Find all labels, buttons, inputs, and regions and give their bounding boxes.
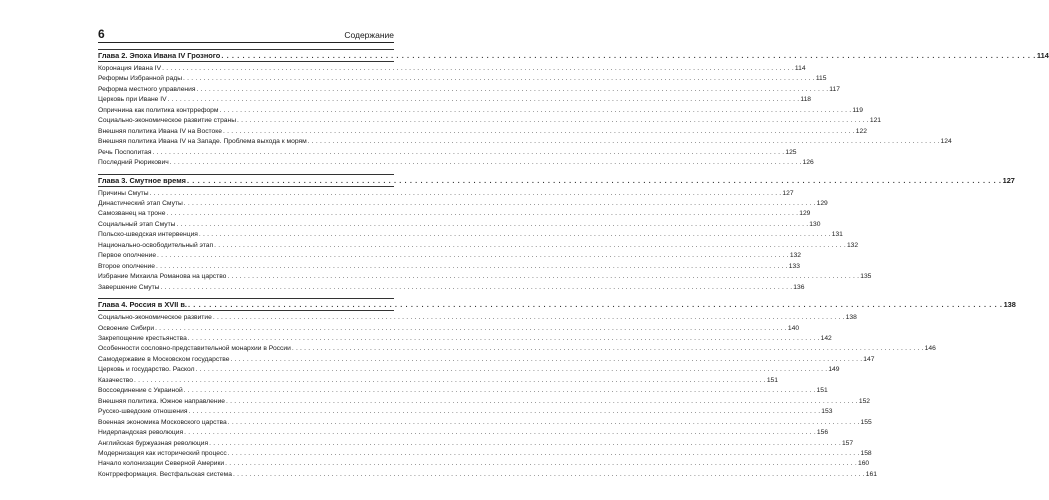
- toc-entry[interactable]: [98, 283, 805, 293]
- chapter-section: [98, 174, 1015, 294]
- dot-leader: [188, 334, 820, 344]
- toc-entry[interactable]: [98, 449, 872, 459]
- entry-page-number: 146: [924, 345, 936, 353]
- toc-entry[interactable]: [98, 148, 797, 158]
- entry-title: Речь Посполитая: [98, 148, 152, 156]
- entry-page-number: 118: [800, 96, 812, 104]
- dot-leader: [188, 299, 1003, 310]
- entry-page-number: 132: [846, 241, 859, 249]
- entry-page-number: 119: [852, 106, 863, 114]
- entry-title: Военная экономика Московского царства: [98, 418, 227, 426]
- dot-leader: [223, 127, 855, 137]
- toc-entry[interactable]: [98, 262, 800, 272]
- entry-page-number: 127: [782, 189, 794, 197]
- dot-leader: [308, 137, 940, 147]
- entry-page-number: 121: [869, 117, 882, 125]
- entry-title: Самодержавие в Московском государстве: [98, 355, 230, 363]
- page-number: 6: [98, 27, 105, 41]
- dot-leader: [187, 175, 1002, 186]
- toc-entry[interactable]: [98, 376, 778, 386]
- dot-leader: [214, 241, 846, 251]
- toc-entry[interactable]: [98, 386, 828, 396]
- entry-page-number: 161: [865, 470, 877, 478]
- toc-entry[interactable]: [98, 74, 827, 84]
- entry-title: Внешняя политика. Южное направление: [98, 397, 226, 405]
- entry-title: Польско-шведская интервенция: [98, 231, 198, 239]
- dot-leader: [168, 95, 800, 105]
- dot-leader: [134, 376, 766, 386]
- entry-list: [98, 313, 936, 480]
- entry-page-number: 115: [815, 75, 827, 83]
- toc-entry[interactable]: [98, 127, 867, 137]
- entry-title: Самозванец на троне: [98, 210, 166, 218]
- toc-entry[interactable]: [98, 106, 863, 116]
- entry-title: Внешняя политика Ивана IV на Западе. Проблема выхода к морям: [98, 138, 307, 146]
- entry-page-number: 135: [860, 273, 872, 281]
- chapter-page-number: 127: [1002, 175, 1015, 185]
- entry-title: Первое ополчение: [98, 252, 157, 260]
- entry-title: Нидерландская революция: [98, 429, 184, 437]
- toc-entry[interactable]: [98, 116, 882, 126]
- toc-entry[interactable]: [98, 418, 872, 428]
- entry-title: Завершение Смуты: [98, 283, 160, 291]
- entry-page-number: 129: [816, 199, 828, 207]
- entry-title: Контрреформация. Вестфальская система: [98, 470, 232, 478]
- dot-leader: [155, 324, 787, 334]
- toc-entry[interactable]: [98, 272, 872, 282]
- dot-leader: [220, 106, 852, 116]
- entry-title: Последний Рюрикович: [98, 159, 169, 167]
- toc-entry[interactable]: [98, 64, 806, 74]
- entry-page-number: 129: [799, 210, 811, 218]
- toc-entry[interactable]: [98, 199, 828, 209]
- entry-title: Реформы Избранной рады: [98, 75, 183, 83]
- entry-page-number: 114: [794, 65, 806, 72]
- toc-entry[interactable]: [98, 230, 843, 240]
- entry-title: Коронация Ивана IV: [98, 65, 162, 72]
- entry-title: Модернизация как исторический процесс: [98, 449, 227, 457]
- dot-leader: [166, 209, 798, 219]
- entry-page-number: 126: [802, 159, 814, 167]
- entry-page-number: 133: [788, 262, 800, 270]
- entry-page-number: 117: [829, 85, 840, 93]
- entry-title: Воссоединение с Украиной: [98, 387, 183, 395]
- book-page: [98, 26, 1049, 480]
- dot-leader: [153, 148, 785, 158]
- entry-title: Опричнина как политика контрреформ: [98, 106, 219, 114]
- entry-page-number: 132: [789, 252, 802, 260]
- entry-page-number: 122: [855, 127, 867, 135]
- entry-page-number: 156: [816, 429, 829, 437]
- entry-title: Закрепощение крестьянства: [98, 334, 187, 342]
- toc-entry[interactable]: [98, 85, 840, 95]
- dot-leader: [221, 50, 1036, 61]
- entry-page-number: 131: [831, 231, 843, 239]
- entry-page-number: 160: [857, 460, 870, 468]
- dot-leader: [162, 64, 794, 74]
- dot-leader: [170, 158, 802, 168]
- toc-entry[interactable]: [98, 158, 814, 168]
- dot-leader: [225, 459, 857, 469]
- chapter-title: Глава 4. Россия в XVII в.: [98, 300, 187, 310]
- toc-entry[interactable]: [98, 355, 875, 365]
- dot-leader: [228, 449, 860, 459]
- entry-title: Русско-шведские отношения: [98, 408, 188, 416]
- chapter-heading[interactable]: [98, 298, 1016, 311]
- toc-entry[interactable]: [98, 344, 936, 354]
- chapter-title: Глава 2. Эпоха Ивана IV Грозного: [98, 51, 221, 60]
- entry-page-number: 138: [845, 314, 857, 322]
- dot-leader: [196, 365, 828, 375]
- entry-title: Начало колонизации Северной Америки: [98, 460, 225, 468]
- entry-title: Внешняя политика Ивана IV на Востоке: [98, 127, 222, 135]
- entry-page-number: 147: [863, 355, 875, 363]
- toc-entry[interactable]: [98, 334, 832, 344]
- dot-leader: [227, 272, 859, 282]
- toc-entry[interactable]: [98, 407, 833, 417]
- entry-list: [98, 64, 952, 169]
- toc-entry[interactable]: [98, 209, 811, 219]
- chapter-heading[interactable]: [98, 174, 1015, 187]
- dot-leader: [209, 439, 841, 449]
- dot-leader: [184, 199, 816, 209]
- entry-title: Особенности сословно-представительной монархии в России: [98, 345, 291, 353]
- entry-title: Освоение Сибири: [98, 324, 155, 332]
- entry-page-number: 153: [821, 408, 833, 416]
- entry-page-number: 149: [828, 366, 840, 374]
- toc-entry[interactable]: [98, 459, 870, 469]
- dot-leader: [183, 74, 815, 84]
- dot-leader: [213, 313, 845, 323]
- entry-page-number: 124: [940, 138, 952, 146]
- toc-entry[interactable]: [98, 470, 877, 480]
- toc-entry[interactable]: [98, 220, 821, 230]
- toc-entry[interactable]: [98, 397, 871, 407]
- entry-page-number: 158: [860, 449, 872, 457]
- entry-list: [98, 189, 872, 294]
- entry-page-number: 157: [841, 439, 854, 447]
- dot-leader: [228, 418, 860, 428]
- dot-leader: [188, 407, 820, 417]
- dot-leader: [156, 262, 788, 272]
- entry-page-number: 151: [766, 376, 778, 384]
- toc-entry[interactable]: [98, 189, 794, 199]
- chapter-heading[interactable]: [98, 49, 1049, 62]
- entry-page-number: 125: [785, 148, 797, 156]
- entry-page-number: 155: [860, 418, 872, 426]
- dot-leader: [184, 386, 816, 396]
- dot-leader: [160, 283, 792, 293]
- entry-title: Церковь при Иване IV: [98, 96, 167, 104]
- entry-title: Социально-экономическое развитие страны: [98, 117, 237, 125]
- entry-page-number: 151: [816, 387, 828, 395]
- chapter-page-number: 114: [1036, 51, 1049, 60]
- entry-title: Церковь и государство. Раскол: [98, 366, 195, 374]
- toc-entry[interactable]: [98, 428, 829, 438]
- entry-title: Социальный этап Смуты: [98, 220, 176, 228]
- entry-page-number: 136: [793, 283, 805, 291]
- table-of-contents: [98, 49, 1049, 480]
- entry-title: Избрание Михаила Романова на царство: [98, 273, 227, 281]
- entry-title: Причины Смуты: [98, 189, 149, 197]
- toc-entry[interactable]: [98, 439, 854, 449]
- toc-entry[interactable]: [98, 365, 840, 375]
- header-divider: [98, 42, 394, 43]
- toc-entry[interactable]: [98, 95, 812, 105]
- toc-entry[interactable]: [98, 251, 802, 261]
- chapter-title: Глава 3. Смутное время: [98, 175, 186, 185]
- section-title: Содержание: [344, 30, 394, 40]
- dot-leader: [184, 428, 816, 438]
- chapter-page-number: 138: [1003, 300, 1016, 310]
- dot-leader: [237, 116, 869, 126]
- toc-entry[interactable]: [98, 313, 857, 323]
- dot-leader: [226, 397, 858, 407]
- chapter-section: [98, 49, 1049, 169]
- entry-title: Второе ополчение: [98, 262, 155, 270]
- dot-leader: [196, 85, 828, 95]
- page-header: [98, 26, 394, 40]
- chapter-section: [98, 298, 1016, 480]
- entry-page-number: 140: [787, 324, 800, 332]
- entry-title: Социально-экономическое развитие: [98, 314, 212, 322]
- toc-entry[interactable]: [98, 137, 952, 147]
- dot-leader: [176, 220, 808, 230]
- dot-leader: [230, 355, 862, 365]
- entry-title: Династический этап Смуты: [98, 199, 183, 207]
- toc-entry[interactable]: [98, 324, 800, 334]
- entry-title: Английская буржуазная революция: [98, 439, 209, 447]
- dot-leader: [233, 470, 865, 480]
- entry-title: Казачество: [98, 376, 133, 384]
- entry-page-number: 152: [858, 397, 871, 405]
- dot-leader: [292, 344, 924, 354]
- dot-leader: [199, 230, 831, 240]
- entry-title: Национально-освободительный этап: [98, 241, 214, 249]
- dot-leader: [150, 189, 782, 199]
- entry-page-number: 142: [820, 334, 832, 342]
- entry-title: Реформа местного управления: [98, 85, 196, 93]
- dot-leader: [157, 251, 789, 261]
- toc-entry[interactable]: [98, 241, 859, 251]
- entry-page-number: 130: [809, 220, 821, 228]
